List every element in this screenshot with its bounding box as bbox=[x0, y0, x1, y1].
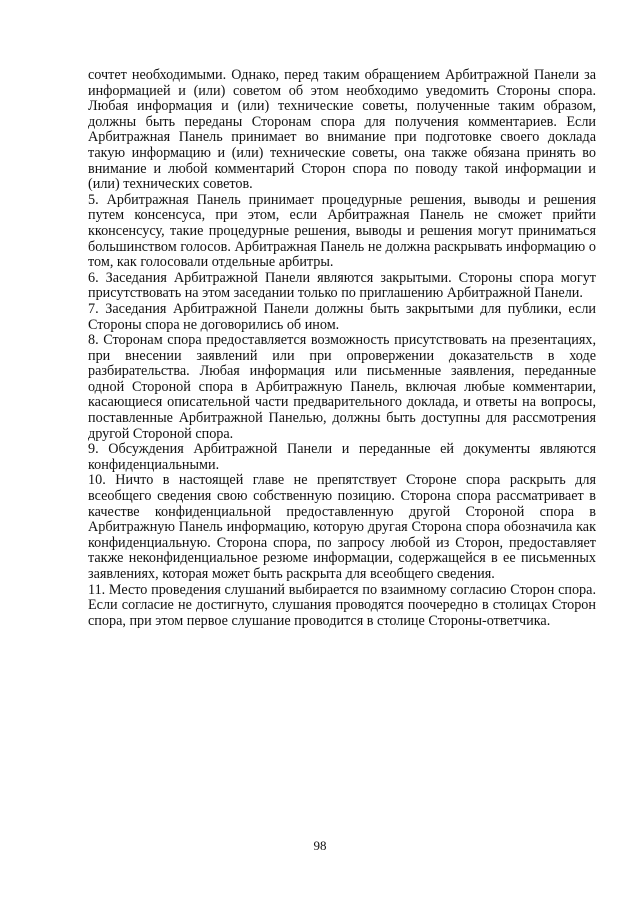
paragraph-11: 11. Место проведения слушаний выбирается по взаимному согласию Сторон спора. Если согласие не достигнуто, слушания проводятся поочередно в столицах Сторон спора, при этом первое слушание проводится в столице Стороны-ответчика. bbox=[88, 581, 596, 629]
paragraph-7: 7. Заседания Арбитражной Панели должны быть закрытыми для публики, если Стороны спора не договорились об ином. bbox=[88, 300, 596, 333]
paragraph-9: 9. Обсуждения Арбитражной Панели и переданные ей документы являются конфиденциальными. bbox=[88, 441, 596, 473]
paragraph-6: 6. Заседания Арбитражной Панели являются закрытыми. Стороны спора могут присутствовать на этом заседании только по приглашению Арбитражной Панели. bbox=[88, 269, 596, 302]
page-number: 98 bbox=[313, 838, 327, 853]
paragraph-8: 8. Сторонам спора предоставляется возможность присутствовать на презентациях, при внесении заявлений или при опровержении доказательств в ходе разбирательства. Любая информация или письменные заявления, переданные одной Стороной спора в Арбитражную Панель, включая любые комментарии, касающиеся описательной части предварительного доклада, и ответы на вопросы, поставленные Арбитражной Панелью, должны быть доступны для рассмотрения другой Стороной спора. bbox=[88, 332, 596, 442]
paragraph-continuation: сочтет необходимыми. Однако, перед таким обращением Арбитражной Панели за информацией и (или) советом об этом необходимо уведомить Стороны спора. Любая информация и (или) технические советы, полученные таким образом, должны быть переданы Сторонам спора для получения комментариев. Если Арбитражная Панель принимает во внимание при подготовке своего доклада такую информацию и (или) технические советы, она также обязана принять во внимание и любой комментарий Сторон спора по поводу такой информации и (или) технических советов. bbox=[88, 67, 596, 193]
document-body bbox=[88, 68, 596, 629]
paragraph-10: 10. Ничто в настоящей главе не препятствует Стороне спора раскрыть для всеобщего сведения свою собственную позицию. Сторона спора рассматривает в качестве конфиденциальной предоставленную другой Стороной спора в Арбитражную Панель информацию, которую другая Сторона спора обозначила как конфиденциальную. Сторона спора, по запросу любой из Сторон, предоставляет также неконфиденциальное резюме информации, содержащейся в ее письменных заявлениях, которая может быть раскрыта для всеобщего сведения. bbox=[88, 472, 596, 582]
paragraph-5: 5. Арбитражная Панель принимает процедурные решения, выводы и решения путем консенсуса, при этом, если Арбитражная Панель не сможет прийти кконсенсусу, такие процедурные решения, выводы и решения могут приниматься большинством голосов. Арбитражная Панель не должна раскрывать информацию о том, как голосовали отдельные арбитры. bbox=[88, 191, 596, 271]
